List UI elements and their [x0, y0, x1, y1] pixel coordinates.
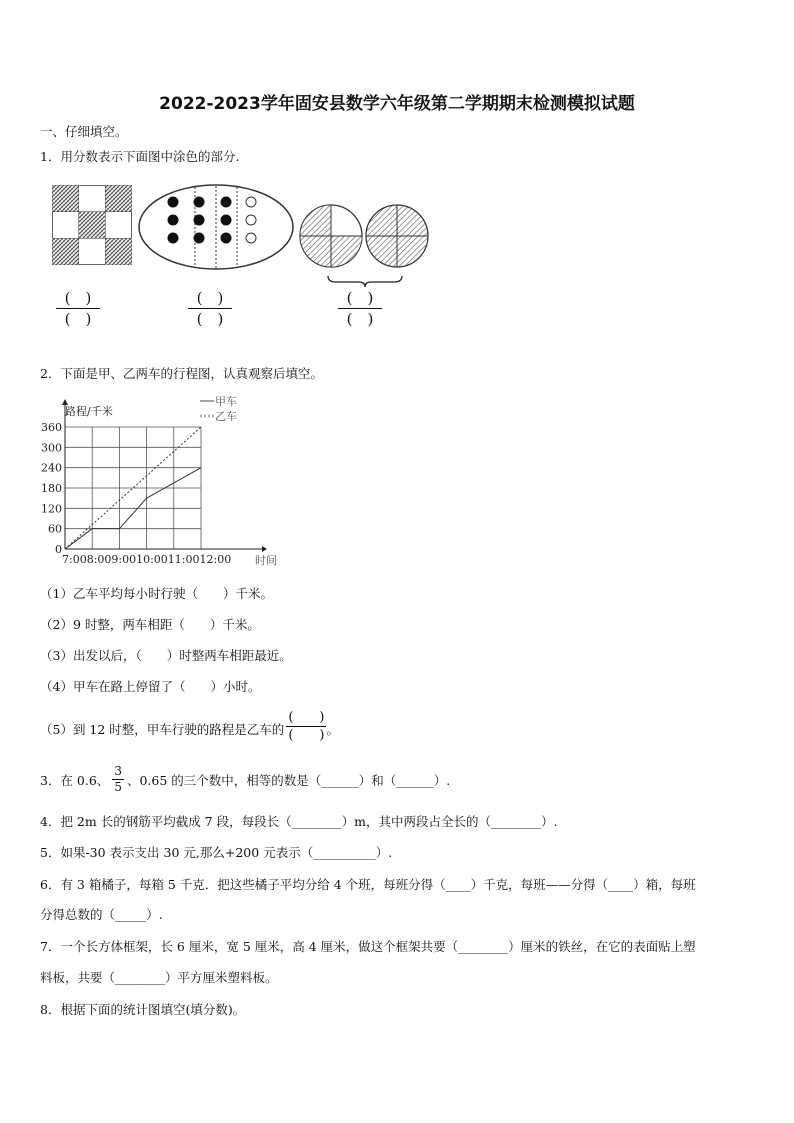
question-6-line-2: 分得总数的（_____）. [40, 907, 163, 922]
fraction-blank-1[interactable] [56, 288, 100, 329]
question-6-line-1: 6．有 3 箱橘子，每箱 5 千克．把这些橘子平均分给 4 个班，每班分得（____）千克，每班——分得（____）箱，每班 [40, 877, 696, 892]
fraction-blank-2-numerator: ( ) [188, 288, 232, 309]
question-2-sub-5-end: 。 [326, 721, 339, 737]
y-tick-labels [41, 421, 62, 556]
page-title: 2022-2023学年固安县数学六年级第二学期期末检测模拟试题 [159, 94, 635, 114]
question-1-text: 1．用分数表示下面图中涂色的部分. [40, 149, 240, 164]
fraction-blank-1-denominator: ( ) [64, 310, 92, 328]
y-tick-label: 180 [41, 482, 62, 495]
question-3-fraction [112, 764, 124, 795]
section-heading: 一、仔细填空。 [40, 124, 128, 139]
fraction-blank-2[interactable] [188, 288, 232, 329]
y-tick-label: 240 [41, 461, 62, 475]
question-7-line-1: 7．一个长方体框架，长 6 厘米，宽 5 厘米，高 4 厘米，做这个框架共要（________）厘米的铁丝，在它的表面贴上塑 [40, 939, 696, 954]
question-8: 8．根据下面的统计图填空(填分数)。 [40, 1002, 246, 1017]
question-2-text: 2．下面是甲、乙两车的行程图，认真观察后填空。 [40, 366, 323, 381]
y-tick-label: 120 [41, 502, 62, 516]
fraction-blank-3-numerator: ( ) [338, 288, 382, 309]
checkered-square-figure [52, 185, 132, 265]
fraction-blank-3-denominator: ( ) [346, 310, 374, 328]
legend-item-yi: 乙车 [215, 410, 237, 423]
x-tick-labels: 7:008:009:0010:0011:0012:00 [62, 553, 232, 566]
question-3-pre: 3．在 0.6、 [40, 772, 110, 788]
fraction-blank-2-denominator: ( ) [196, 310, 224, 328]
dots-ellipse-figure [137, 183, 295, 271]
y-tick-label: 300 [41, 441, 62, 455]
question-2-sub-5-text: （5）到 12 时整，甲车行驶的路程是乙车的 [40, 721, 285, 737]
question-3 [40, 764, 450, 795]
sub-5-fraction-denominator: ( ) [288, 728, 325, 743]
brace-icon [326, 274, 404, 288]
two-circles-figure [298, 203, 434, 271]
y-tick-label: 60 [48, 522, 62, 536]
legend-item-jia: 甲车 [215, 395, 237, 408]
x-axis-label: 时间 [255, 554, 277, 567]
fraction-blank-3[interactable] [338, 288, 382, 329]
question-3-fraction-denominator: 5 [114, 780, 122, 794]
y-axis-label: 路程/千米 [65, 405, 113, 418]
chart-grid [65, 427, 201, 549]
sub-5-fraction-numerator: ( ) [288, 710, 325, 725]
question-2-sub-4: （4）甲车在路上停留了（ ）小时。 [40, 679, 261, 694]
chart-legend [200, 395, 237, 423]
question-2-sub-2: （2）9 时整，两车相距（ ）千米。 [40, 617, 260, 632]
question-3-post: 、0.65 的三个数中，相等的数是（______）和（______）. [126, 772, 451, 788]
y-tick-label: 360 [41, 421, 62, 434]
question-4: 4．把 2m 长的钢筋平均截成 7 段，每段长（________）m，其中两段占全长的（________）. [40, 814, 558, 829]
y-tick-label: 0 [55, 543, 62, 556]
question-7-line-2: 料板，共要（________）平方厘米塑料板。 [40, 970, 278, 985]
question-5: 5．如果-30 表示支出 30 元,那么+200 元表示（__________）. [40, 845, 393, 860]
travel-line-chart [34, 392, 284, 572]
question-2-sub-5-fraction[interactable] [286, 709, 326, 744]
question-2-sub-5 [40, 709, 339, 744]
question-3-fraction-numerator: 3 [114, 764, 122, 778]
fraction-blank-1-numerator: ( ) [56, 288, 100, 309]
x-axis-arrow [262, 546, 267, 552]
question-2-sub-1: （1）乙车平均每小时行驶（ ）千米。 [40, 586, 273, 601]
question-2-sub-3: （3）出发以后，（ ）时整两车相距最近。 [40, 648, 292, 663]
